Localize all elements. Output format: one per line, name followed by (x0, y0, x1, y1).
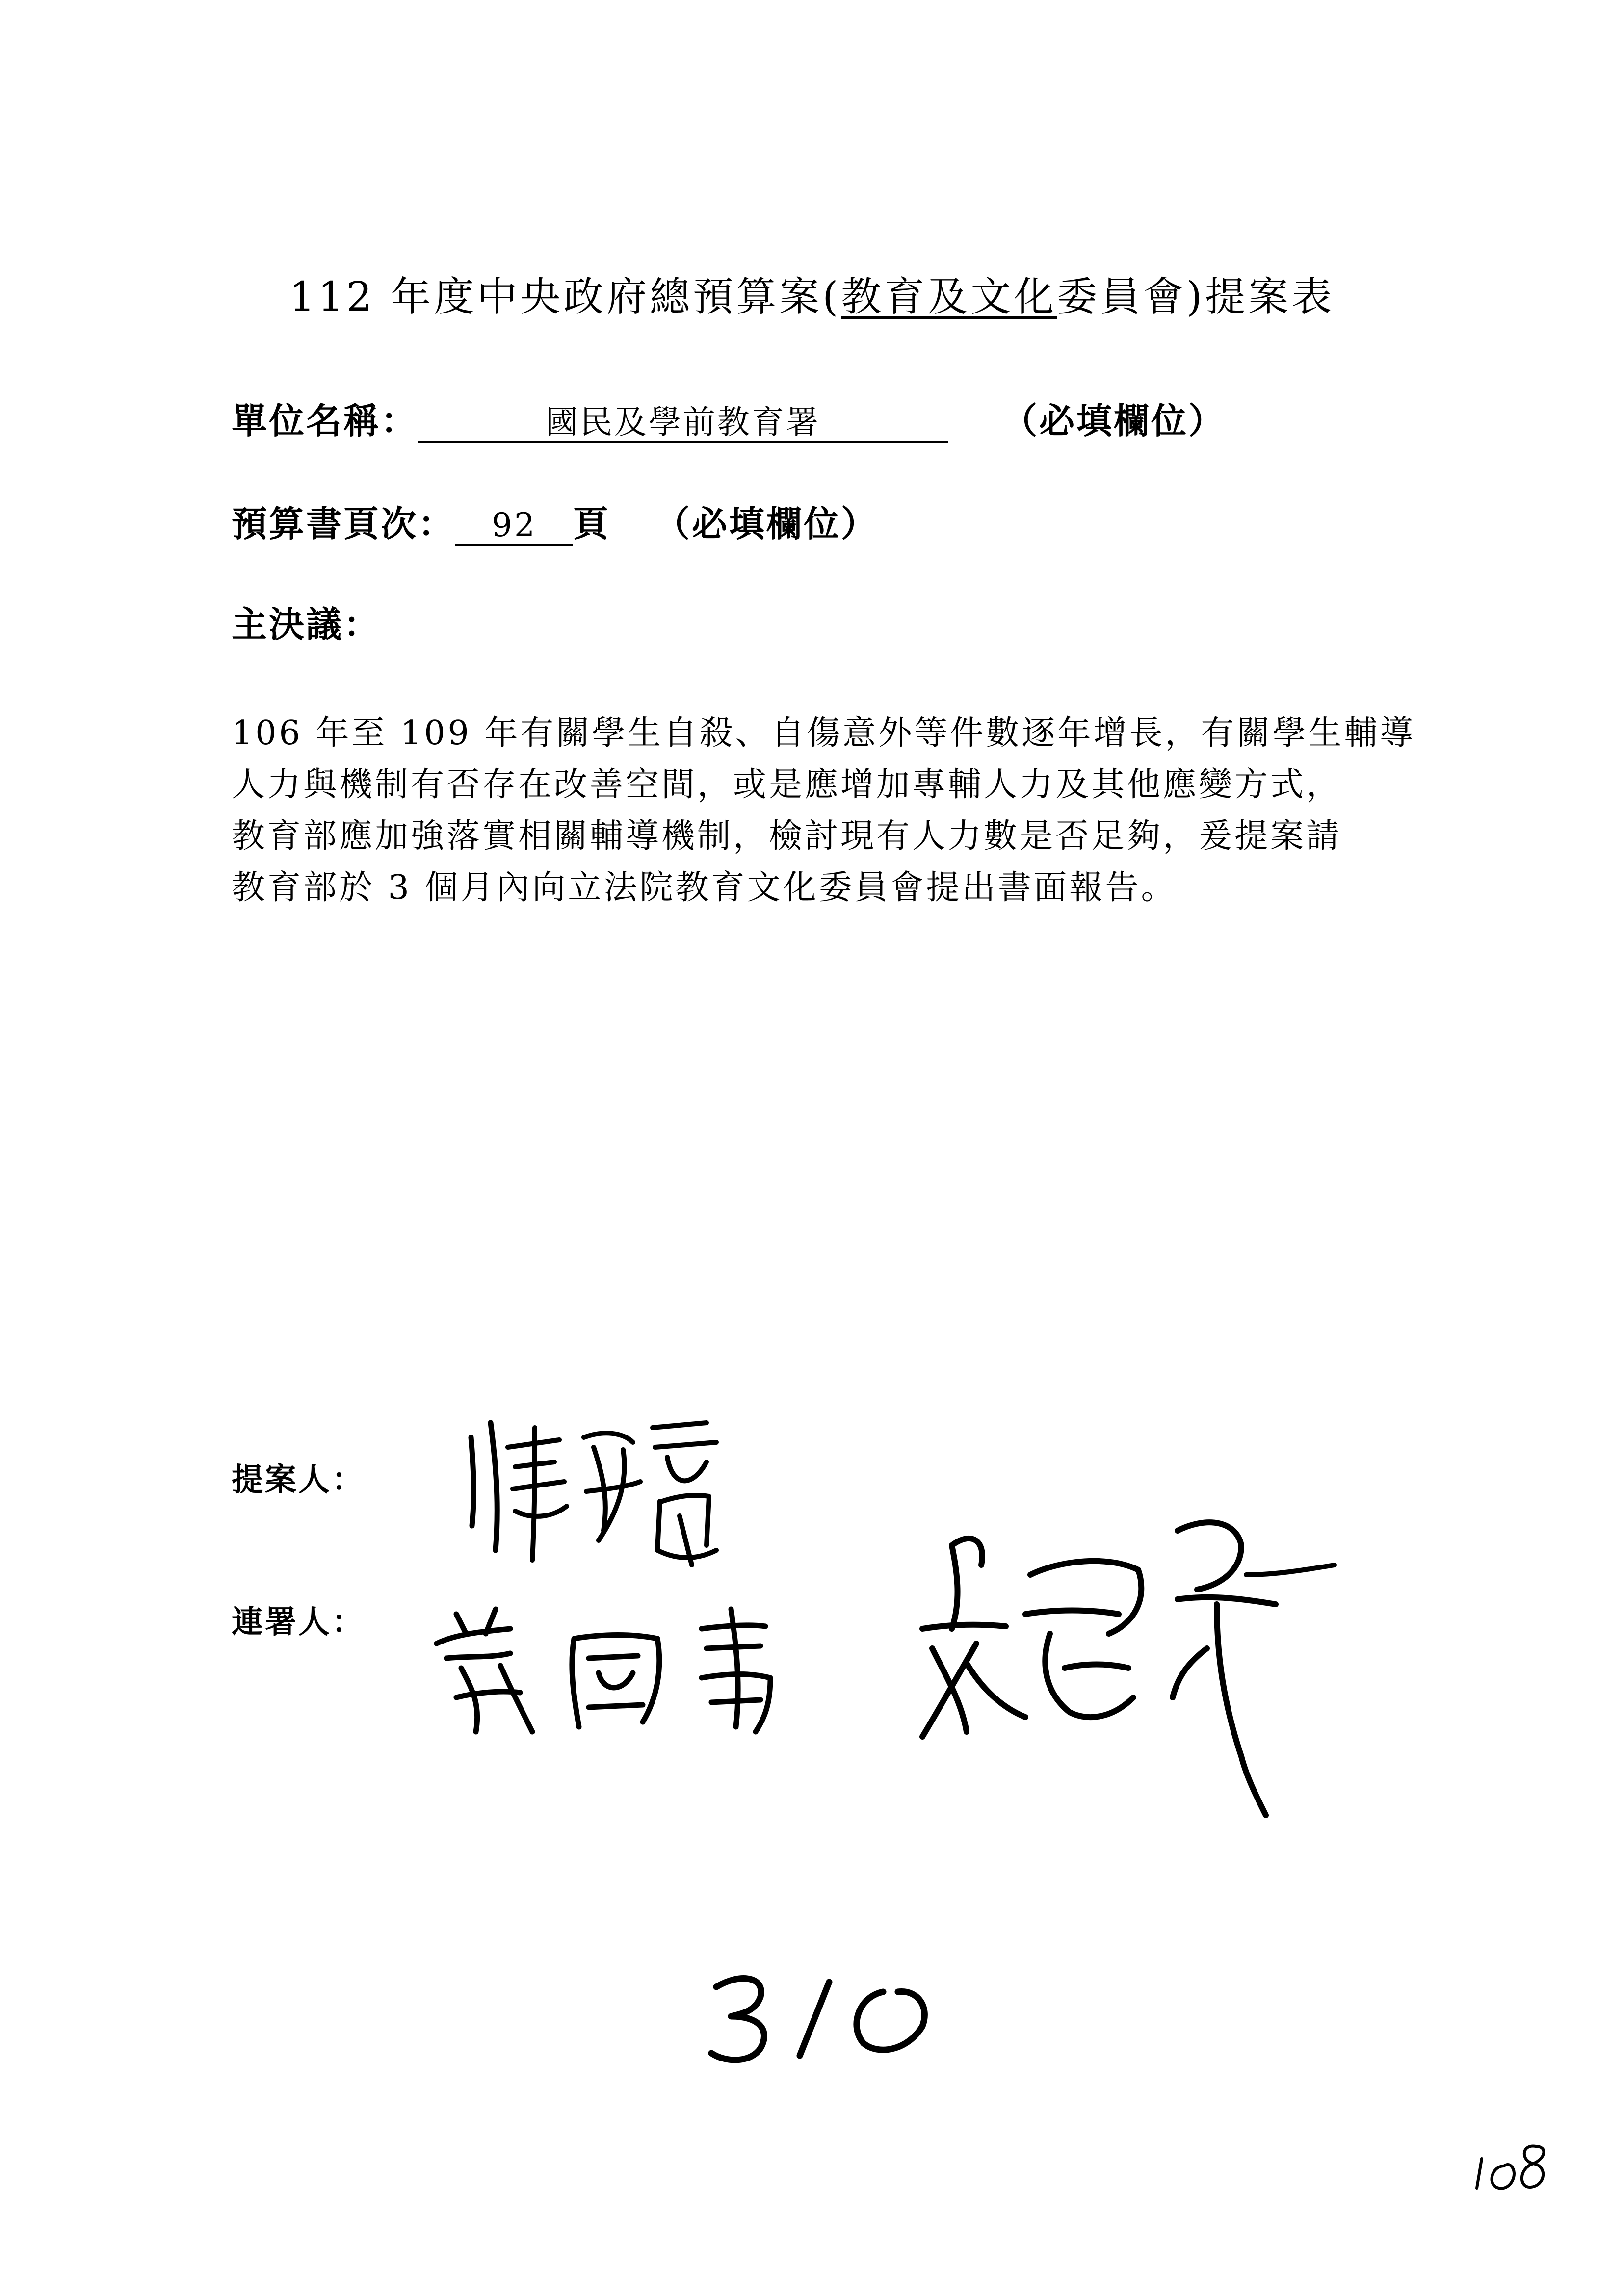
budget-page-unit: 頁 (573, 503, 611, 545)
title-committee: 教育及文化 (841, 274, 1057, 320)
resolution-line-3: 教育部應加強落實相關輔導機制，檢討現有人力數是否足夠，爰提案請 (232, 817, 1342, 856)
budget-page-row (232, 496, 878, 547)
unit-row (232, 392, 1226, 444)
cosigner-signature-1 (427, 1585, 819, 1751)
unit-value: 國民及學前教育署 (418, 405, 948, 443)
proposer-label: 提案人： (232, 1461, 365, 1498)
resolution-line-2: 人力與機制有否存在改善空間，或是應增加專輔人力及其他應變方式， (232, 765, 1342, 804)
budget-page-label: 預算書頁次： (232, 503, 456, 545)
cosigner-signature-2 (903, 1501, 1344, 1864)
page-number (1472, 2139, 1555, 2198)
unit-label: 單位名稱： (232, 400, 419, 442)
cosigners-label: 連署人： (232, 1604, 365, 1641)
budget-page-required-note: （必填欄位） (655, 503, 879, 545)
form-title (0, 265, 1624, 322)
title-prefix: 112 年度中央政府總預算案( (289, 274, 841, 320)
resolution-label: 主決議： (232, 603, 381, 645)
resolution-line-4: 教育部於 3 個月內向立法院教育文化委員會提出書面報告。 (232, 868, 1177, 907)
resolution-line-1: 106 年至 109 年有關學生自殺、自傷意外等件數逐年增長，有關學生輔導 (232, 714, 1416, 753)
unit-required-note: （必填欄位） (1002, 400, 1226, 442)
proposer-signature (461, 1403, 775, 1570)
budget-page-value: 92 (455, 508, 573, 546)
handwritten-number (707, 1967, 942, 2065)
title-suffix: 委員會)提案表 (1057, 274, 1335, 320)
